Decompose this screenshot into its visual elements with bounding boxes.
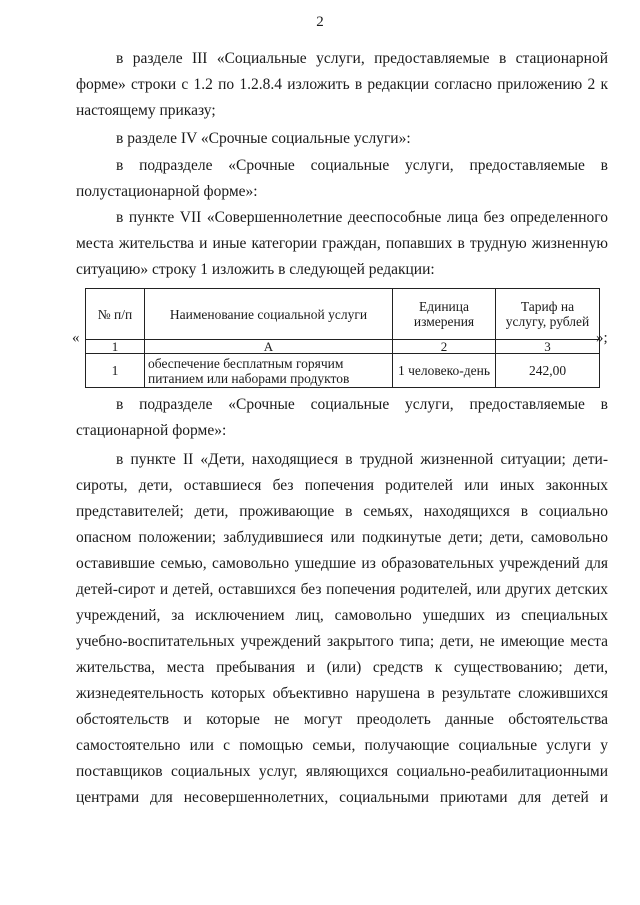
text-line: в подразделе «Срочные социальные услуги, предоставляемые в (116, 396, 608, 413)
text-line: жизнедеятельность которых объективно нарушена в результате сложившихся (76, 685, 608, 702)
text-line: в разделе III «Социальные услуги, предоставляемые в стационарной (116, 50, 608, 67)
text-line: форме» строки с 1.2 по 1.2.8.4 изложить в редакции согласно приложению 2 к (76, 76, 608, 93)
paragraph-subsection-semi-stationary (76, 153, 608, 205)
header-service-name: Наименование социальной услуги (145, 289, 393, 340)
paragraph-item-vii (76, 205, 608, 283)
text-line: обстоятельств и которые не могут преодолеть данные обстоятельства (76, 711, 608, 728)
text-line: ситуацию» строку 1 изложить в следующей редакции: (76, 261, 435, 278)
text-line: представителей; дети, проживающие в семьях, находящихся в социально (76, 503, 608, 520)
text-line: учебно-воспитательных учреждений закрытого типа; дети, не имеющие места (76, 633, 608, 650)
text-line: в подразделе «Срочные социальные услуги, предоставляемые в (116, 157, 608, 174)
text-line: места жительства и иные категории граждан, попавших в трудную жизненную (76, 235, 608, 252)
header-tariff: Тариф на услугу, рублей (496, 289, 600, 340)
text-line: опасном положении; заблудившиеся или подкинутые дети; дети, самовольно (76, 529, 608, 546)
header-unit: Единица измерения (393, 289, 496, 340)
page-number: 2 (316, 14, 324, 30)
cell-number: 1 (86, 354, 145, 388)
text-line: в пункте VII «Совершеннолетние дееспособные лица без определенного (116, 209, 608, 226)
text-line: центрами для несовершеннолетних, социальными приютами для детей и (76, 789, 608, 806)
paragraph-section-iii (76, 46, 608, 124)
paragraph-subsection-stationary (76, 392, 608, 444)
text-line: настоящему приказу; (76, 102, 216, 119)
services-table-block (70, 288, 630, 390)
text-line: в разделе IV «Срочные социальные услуги»: (116, 130, 411, 147)
closing-quote: »; (596, 330, 608, 346)
numbering-cell: 2 (393, 340, 496, 354)
numbering-cell: 1 (86, 340, 145, 354)
paragraph-item-ii (76, 447, 608, 811)
numbering-cell: А (145, 340, 393, 354)
text-line: стационарной форме»: (76, 422, 227, 439)
paragraph-section-iv (76, 126, 608, 152)
header-number: № п/п (86, 289, 145, 340)
text-line: сироты, дети, оставшиеся без попечения родителей или иных законных (76, 477, 608, 494)
cell-unit: 1 человеко-день (393, 354, 496, 388)
opening-quote: « (72, 330, 80, 346)
text-line: учреждений, за исключением лиц, самовольно ушедших из специальных (76, 607, 608, 624)
text-line: детей-сирот и детей, оставшихся без попечения родителей, или других детских (76, 581, 608, 598)
cell-service-name: обеспечение бесплатным горячим питанием или наборами продуктов (145, 354, 393, 388)
text-line: полустационарной форме»: (76, 183, 258, 200)
numbering-cell: 3 (496, 340, 600, 354)
text-line: оставившие семью, самовольно ушедшие из образовательных учреждений для (76, 555, 608, 572)
text-line: жительства, места пребывания и (или) средств к существованию; дети, (76, 659, 608, 676)
text-line: самостоятельно или с помощью семьи, получающие социальные услуги у (76, 737, 608, 754)
table-header-row (86, 289, 600, 340)
text-line: в пункте II «Дети, находящиеся в трудной жизненной ситуации; дети- (116, 451, 608, 468)
services-table (85, 288, 600, 388)
table-numbering-row (86, 340, 600, 354)
text-line: поставщиков социальных услуг, являющихся социально-реабилитационными (76, 763, 608, 780)
table-row (86, 354, 600, 388)
cell-tariff: 242,00 (496, 354, 600, 388)
